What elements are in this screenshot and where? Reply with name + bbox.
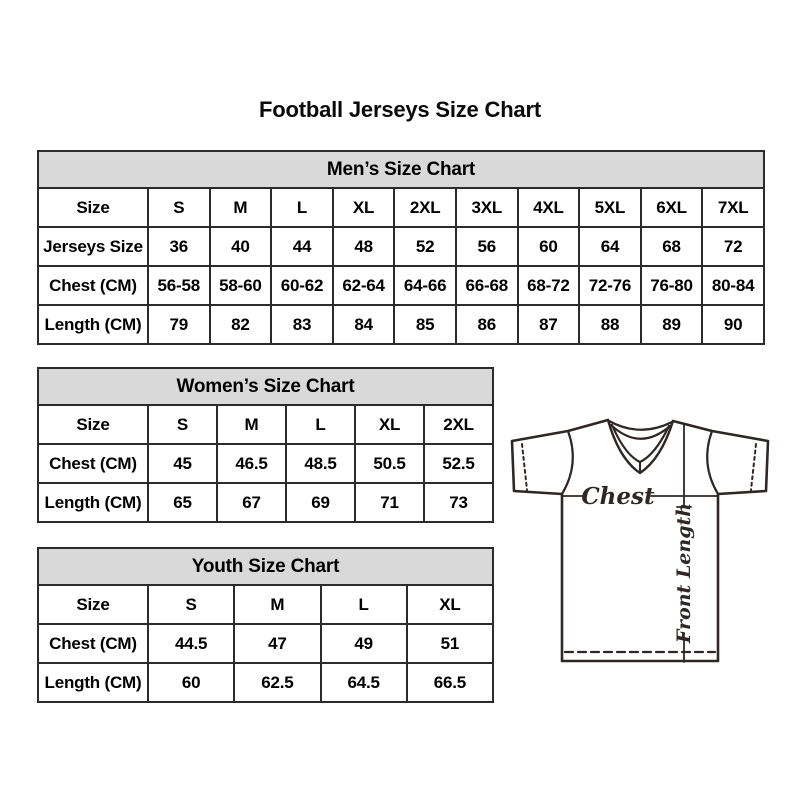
cell-value: 36: [148, 227, 210, 266]
left-armhole-seam: [562, 431, 573, 494]
cell-value: 71: [355, 483, 424, 522]
cell-value: 45: [148, 444, 217, 483]
cell-value: 68-72: [518, 266, 580, 305]
cell-value: 6XL: [641, 188, 703, 227]
cell-value: 84: [333, 305, 395, 344]
row-label: Size: [38, 188, 148, 227]
table-row: [38, 188, 764, 227]
cell-value: L: [271, 188, 333, 227]
cell-value: 52.5: [424, 444, 493, 483]
cell-value: L: [286, 405, 355, 444]
left-cuff-dashed-line: [522, 444, 527, 490]
right-cuff-dashed-line: [751, 444, 756, 490]
collar-back-arc: [609, 421, 672, 430]
cell-value: S: [148, 188, 210, 227]
right-armhole-seam: [707, 431, 718, 494]
cell-value: 58-60: [210, 266, 272, 305]
cell-value: 52: [394, 227, 456, 266]
cell-value: 86: [456, 305, 518, 344]
table-title: Youth Size Chart: [38, 548, 493, 585]
youth-size-table: [37, 547, 494, 703]
cell-value: 40: [210, 227, 272, 266]
cell-value: 60: [148, 663, 234, 702]
cell-value: 4XL: [518, 188, 580, 227]
cell-value: 68: [641, 227, 703, 266]
table-title: Women’s Size Chart: [38, 368, 493, 405]
cell-value: 83: [271, 305, 333, 344]
cell-value: 60-62: [271, 266, 333, 305]
cell-value: M: [217, 405, 286, 444]
table-row: [38, 444, 493, 483]
table-title: Men’s Size Chart: [38, 151, 764, 188]
row-label: Length (CM): [38, 305, 148, 344]
table-row: [38, 483, 493, 522]
cell-value: 80-84: [702, 266, 764, 305]
front-length-label: Front Length: [673, 502, 695, 644]
cell-value: 76-80: [641, 266, 703, 305]
cell-value: M: [210, 188, 272, 227]
cell-value: 89: [641, 305, 703, 344]
cell-value: 66-68: [456, 266, 518, 305]
row-label: Size: [38, 405, 148, 444]
cell-value: XL: [407, 585, 493, 624]
cell-value: 64-66: [394, 266, 456, 305]
cell-value: 72: [702, 227, 764, 266]
row-label: Length (CM): [38, 483, 148, 522]
cell-value: 51: [407, 624, 493, 663]
cell-value: 56: [456, 227, 518, 266]
cell-value: 44.5: [148, 624, 234, 663]
cell-value: 46.5: [217, 444, 286, 483]
womens-size-table: [37, 367, 494, 523]
cell-value: 50.5: [355, 444, 424, 483]
cell-value: 62-64: [333, 266, 395, 305]
cell-value: 67: [217, 483, 286, 522]
cell-value: 72-76: [579, 266, 641, 305]
row-label: Chest (CM): [38, 444, 148, 483]
table-row: [38, 585, 493, 624]
cell-value: 82: [210, 305, 272, 344]
table-row: [38, 405, 493, 444]
row-label: Length (CM): [38, 663, 148, 702]
cell-value: 5XL: [579, 188, 641, 227]
cell-value: M: [234, 585, 320, 624]
cell-value: 56-58: [148, 266, 210, 305]
cell-value: 2XL: [394, 188, 456, 227]
row-label: Size: [38, 585, 148, 624]
table-title-row: [38, 548, 493, 585]
cell-value: S: [148, 405, 217, 444]
cell-value: 49: [321, 624, 407, 663]
cell-value: 48: [333, 227, 395, 266]
table-row: [38, 227, 764, 266]
table-title-row: [38, 151, 764, 188]
cell-value: 85: [394, 305, 456, 344]
cell-value: 64.5: [321, 663, 407, 702]
cell-value: 2XL: [424, 405, 493, 444]
page-title: Football Jerseys Size Chart: [259, 97, 541, 122]
cell-value: 69: [286, 483, 355, 522]
cell-value: S: [148, 585, 234, 624]
cell-value: 66.5: [407, 663, 493, 702]
chest-label: Chest: [581, 483, 655, 510]
cell-value: 88: [579, 305, 641, 344]
table-row: [38, 305, 764, 344]
row-label: Chest (CM): [38, 266, 148, 305]
jersey-diagram: [505, 414, 773, 666]
cell-value: 60: [518, 227, 580, 266]
jersey-outline: [512, 420, 768, 661]
cell-value: L: [321, 585, 407, 624]
cell-value: 3XL: [456, 188, 518, 227]
table-title-row: [38, 368, 493, 405]
mens-size-table: [37, 150, 765, 345]
table-row: [38, 663, 493, 702]
cell-value: 87: [518, 305, 580, 344]
cell-value: 65: [148, 483, 217, 522]
cell-value: 47: [234, 624, 320, 663]
cell-value: 90: [702, 305, 764, 344]
cell-value: XL: [333, 188, 395, 227]
jersey-svg: [505, 414, 773, 666]
row-label: Chest (CM): [38, 624, 148, 663]
cell-value: 62.5: [234, 663, 320, 702]
cell-value: 79: [148, 305, 210, 344]
cell-value: XL: [355, 405, 424, 444]
cell-value: 64: [579, 227, 641, 266]
row-label: Jerseys Size: [38, 227, 148, 266]
cell-value: 48.5: [286, 444, 355, 483]
cell-value: 73: [424, 483, 493, 522]
table-row: [38, 624, 493, 663]
table-row: [38, 266, 764, 305]
cell-value: 7XL: [702, 188, 764, 227]
cell-value: 44: [271, 227, 333, 266]
